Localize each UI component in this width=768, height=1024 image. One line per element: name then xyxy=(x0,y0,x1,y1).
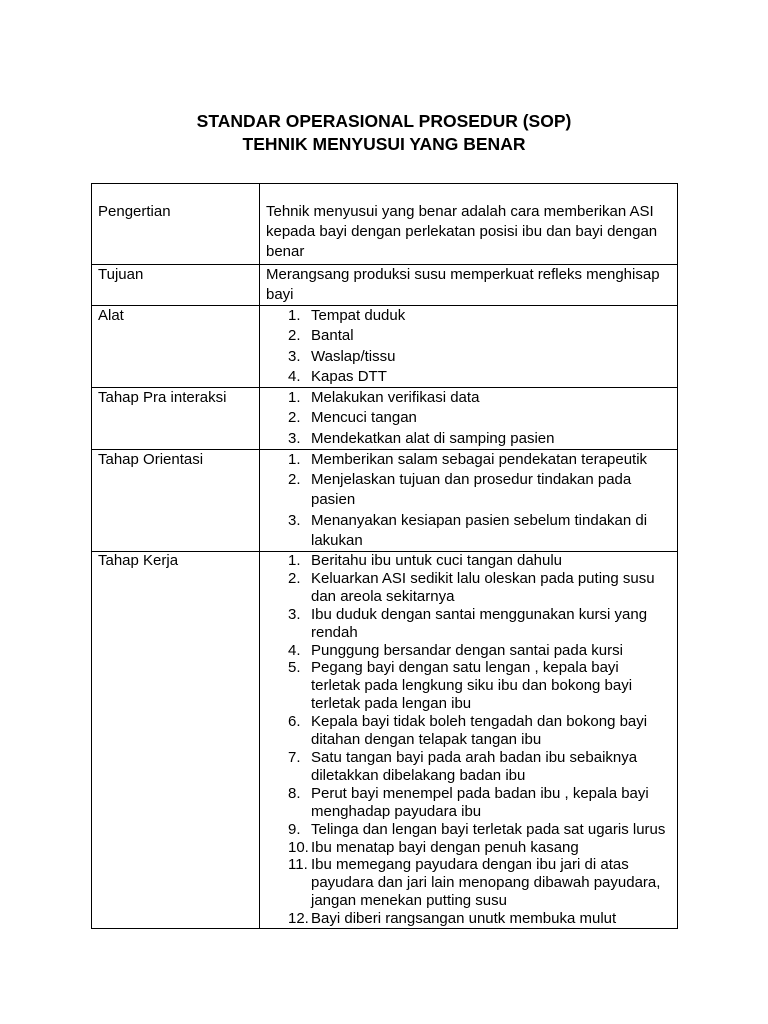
list-number: 1. xyxy=(288,389,301,406)
numbered-list xyxy=(260,306,677,387)
list-item-line: menghadap payudara ibu xyxy=(311,802,482,820)
list-item-line: jangan menekan putting susu xyxy=(311,892,507,910)
list-number: 4. xyxy=(288,367,301,385)
list-item-line: lakukan xyxy=(311,531,363,549)
list-item xyxy=(266,367,671,387)
list-item-line: Kapas DTT xyxy=(311,367,387,385)
title-line-2: TEHNIK MENYUSUI YANG BENAR xyxy=(242,134,526,154)
list-item xyxy=(266,306,671,326)
list-item xyxy=(266,347,671,367)
numbered-list xyxy=(260,388,677,449)
list-item-line: Bayi diberi rangsangan unutk membuka mulut xyxy=(311,910,617,928)
list-item-line: Satu tangan bayi pada arah badan ibu sebaiknya xyxy=(311,748,638,766)
row-alat xyxy=(92,306,677,388)
row-content xyxy=(260,265,677,305)
row-tahap-orientasi xyxy=(92,450,677,552)
list-number: 2. xyxy=(288,327,301,345)
list-item-line: diletakkan dibelakang badan ibu xyxy=(311,766,526,784)
row-tahap-kerja xyxy=(92,552,677,928)
list-item-line: Menanyakan kesiapan pasien sebelum tindakan di xyxy=(311,511,648,529)
list-item-line: Pegang bayi dengan satu lengan , kepala bayi xyxy=(311,659,619,677)
list-item-line: terletak pada lengan ibu xyxy=(311,695,472,713)
list-item-line: Waslap/tissu xyxy=(311,347,396,365)
content-line: Tehnik menyusui yang benar adalah cara memberikan ASI xyxy=(266,203,654,220)
list-item xyxy=(266,821,671,839)
list-item-line: rendah xyxy=(311,623,358,641)
list-number: 11. xyxy=(288,856,308,874)
list-item-line: Ibu duduk dengan santai menggunakan kursi yang xyxy=(311,605,648,623)
list-number: 1. xyxy=(288,307,301,324)
list-number: 9. xyxy=(288,820,301,838)
row-label: Pengertian xyxy=(92,184,260,264)
list-item xyxy=(266,511,671,551)
row-label: Tujuan xyxy=(92,265,260,305)
list-number: 3. xyxy=(288,347,301,365)
list-item-line: Tempat duduk xyxy=(311,307,406,324)
list-item xyxy=(266,450,671,470)
row-tujuan xyxy=(92,265,677,306)
list-item-line: payudara dan jari lain menopang dibawah payudara, xyxy=(311,874,661,892)
row-label: Tahap Kerja xyxy=(92,552,260,928)
list-item-line: Ibu menatap bayi dengan penuh kasang xyxy=(311,838,579,856)
list-item-line: Melakukan verifikasi data xyxy=(311,389,480,406)
numbered-list xyxy=(260,450,677,551)
list-item xyxy=(266,408,671,428)
content-line: kepada bayi dengan perlekatan posisi ibu dan bayi dengan xyxy=(266,223,658,240)
list-number: 2. xyxy=(288,569,301,587)
list-number: 1. xyxy=(288,451,301,468)
list-number: 3. xyxy=(288,429,301,447)
list-item xyxy=(266,785,671,821)
list-item xyxy=(266,470,671,510)
list-item xyxy=(266,910,671,928)
list-item xyxy=(266,659,671,713)
list-item xyxy=(266,429,671,449)
list-number: 3. xyxy=(288,511,301,529)
list-item-line: Keluarkan ASI sedikit lalu oleskan pada puting susu xyxy=(311,569,655,587)
row-content xyxy=(260,184,677,264)
list-number: 3. xyxy=(288,605,301,623)
list-item-line: Telinga dan lengan bayi terletak pada sat ugaris lurus xyxy=(311,820,666,838)
title-line-1: STANDAR OPERASIONAL PROSEDUR (SOP) xyxy=(196,111,572,131)
list-number: 5. xyxy=(288,659,301,677)
list-number: 7. xyxy=(288,748,301,766)
row-pengertian xyxy=(92,184,677,265)
list-item xyxy=(266,552,671,570)
list-number: 2. xyxy=(288,471,301,489)
content-line: bayi xyxy=(266,286,294,303)
list-item xyxy=(266,642,671,660)
row-label: Tahap Pra interaksi xyxy=(92,388,260,449)
list-item-line: Punggung bersandar dengan santai pada kursi xyxy=(311,641,623,659)
list-item xyxy=(266,570,671,606)
list-number: 6. xyxy=(288,713,301,731)
list-item-line: Menjelaskan tujuan dan prosedur tindakan pada xyxy=(311,471,632,489)
list-item-line: Beritahu ibu untuk cuci tangan dahulu xyxy=(311,552,563,569)
list-item xyxy=(266,606,671,642)
list-item-line: Kepala bayi tidak boleh tengadah dan bokong bayi xyxy=(311,713,648,731)
row-tahap-pra-interaksi xyxy=(92,388,677,450)
list-number: 12. xyxy=(288,910,309,928)
list-number: 2. xyxy=(288,409,301,427)
list-item-line: Mendekatkan alat di samping pasien xyxy=(311,429,555,447)
list-item-line: dan areola sekitarnya xyxy=(311,587,455,605)
list-number: 10. xyxy=(288,838,309,856)
list-item-line: Bantal xyxy=(311,327,354,345)
list-item-line: Memberikan salam sebagai pendekatan terapeutik xyxy=(311,451,648,468)
list-item-line: Mencuci tangan xyxy=(311,409,417,427)
row-label: Alat xyxy=(92,306,260,387)
list-number: 1. xyxy=(288,552,301,569)
list-number: 8. xyxy=(288,784,301,802)
list-item xyxy=(266,856,671,910)
list-item-line: pasien xyxy=(311,491,356,509)
row-label: Tahap Orientasi xyxy=(92,450,260,551)
list-item xyxy=(266,749,671,785)
list-item xyxy=(266,388,671,408)
sop-table xyxy=(91,183,678,929)
list-item xyxy=(266,713,671,749)
content-line: Merangsang produksi susu memperkuat refleks menghisap xyxy=(266,266,660,283)
list-item xyxy=(266,839,671,857)
list-number: 4. xyxy=(288,641,301,659)
numbered-list xyxy=(260,552,677,928)
list-item-line: Ibu memegang payudara dengan ibu jari di atas xyxy=(311,856,629,874)
content-line: benar xyxy=(266,243,305,260)
list-item-line: terletak pada lengkung siku ibu dan bokong bayi xyxy=(311,677,633,695)
list-item xyxy=(266,326,671,346)
list-item-line: Perut bayi menempel pada badan ibu , kepala bayi xyxy=(311,784,649,802)
document-title xyxy=(0,110,768,156)
list-item-line: ditahan dengan telapak tangan ibu xyxy=(311,731,542,749)
